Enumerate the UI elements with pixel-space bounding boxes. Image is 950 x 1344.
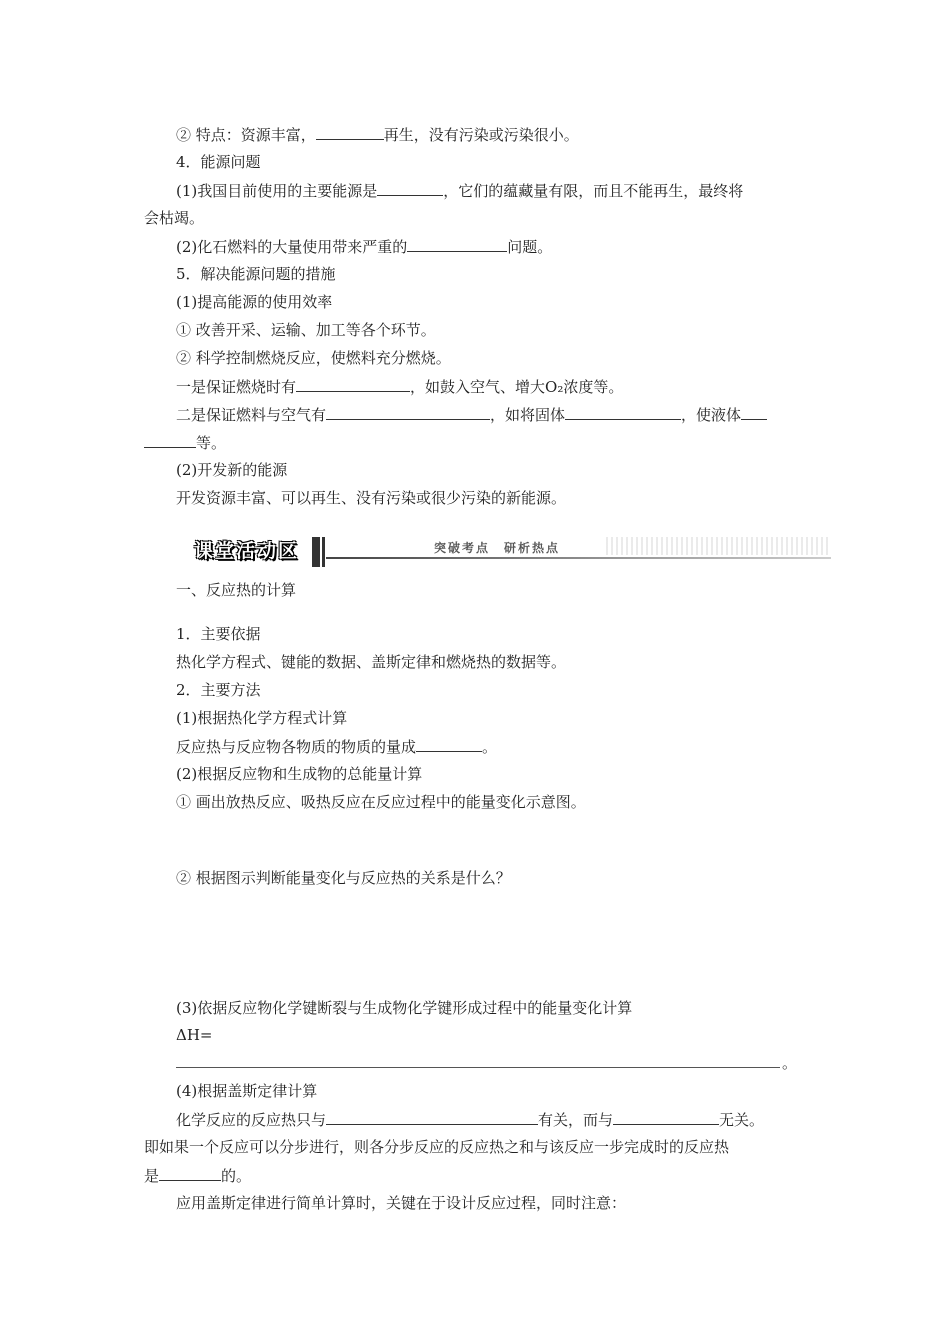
text-line: 是 的。 [144,1167,252,1185]
text-line: ① 画出放热反应、吸热反应在反应过程中的能量变化示意图。 [176,793,586,811]
text-line: ② 特点：资源丰富， 再生，没有污染或污染很小。 [176,126,579,144]
banner-divider [312,537,320,567]
text-line: 开发资源丰富、可以再生、没有污染或很少污染的新能源。 [176,489,567,507]
fill-blank[interactable] [326,1109,538,1125]
text-line: 应用盖斯定律进行简单计算时，关键在于设计反应过程，同时注意： [176,1194,627,1212]
fill-blank[interactable] [326,404,490,420]
fill-blank[interactable] [144,432,196,448]
fill-blank[interactable] [565,404,681,420]
text-line: 即如果一个反应可以分步进行，则各分步反应的反应热之和与该反应一步完成时的反应热 [144,1138,730,1156]
text-line: (2)开发新的能源 [176,461,288,479]
text-line: (1)我国目前使用的主要能源是 ，它们的蕴藏量有限，而且不能再生，最终将 [176,182,744,200]
banner-divider [322,537,325,567]
text-line: 会枯竭。 [144,209,205,227]
text-line: 一是保证燃烧时有 ，如鼓入空气、增大O₂浓度等。 [176,378,624,396]
text-line: 反应热与反应物各物质的物质的量成 。 [176,738,498,756]
text-line: ② 科学控制燃烧反应，使燃料充分燃烧。 [176,349,451,367]
banner-rule [326,557,831,559]
text-line: ① 改善开采、运输、加工等各个环节。 [176,321,436,339]
text-line: ΔH= [176,1026,213,1044]
text-line: (2)化石燃料的大量使用带来严重的 问题。 [176,238,553,256]
text-line: (3)依据反应物化学键断裂与生成物化学键形成过程中的能量变化计算 [176,999,633,1017]
section-heading: 一、反应热的计算 [176,581,297,599]
text-line: (2)根据反应物和生成物的总能量计算 [176,765,423,783]
fill-blank[interactable] [296,376,410,392]
fill-blank[interactable] [377,180,443,196]
text-line: (1)提高能源的使用效率 [176,293,333,311]
fill-blank[interactable] [176,1067,780,1068]
text-line: ② 根据图示判断能量变化与反应热的关系是什么？ [176,869,511,887]
fill-blank[interactable] [316,124,384,140]
text-line: 二是保证燃料与空气有 ，如将固体 ，使液体 [176,404,767,425]
banner-title: 课堂活动区 [194,540,300,562]
text-line: (4)根据盖斯定律计算 [176,1082,318,1100]
fill-blank[interactable] [416,736,482,752]
section-heading: 2．主要方法 [176,681,261,699]
text-line: 化学反应的反应热只与 有关，而与 无关。 [176,1111,765,1129]
text-line: 等。 [144,432,226,453]
text-line: 热化学方程式、键能的数据、盖斯定律和燃烧热的数据等。 [176,653,567,671]
section-heading: 4．能源问题 [176,153,261,171]
text-line: 。 [782,1054,798,1072]
fill-blank[interactable] [613,1109,719,1125]
banner-pattern [606,537,831,555]
fill-blank[interactable] [741,404,767,420]
banner-subtitle: 突破考点 研析热点 [434,541,561,555]
fill-blank[interactable] [407,236,507,252]
section-heading: 5．解决能源问题的措施 [176,265,336,283]
fill-blank[interactable] [159,1165,221,1181]
text-line: (1)根据热化学方程式计算 [176,709,348,727]
section-heading: 1．主要依据 [176,625,261,643]
section-banner [176,533,836,569]
